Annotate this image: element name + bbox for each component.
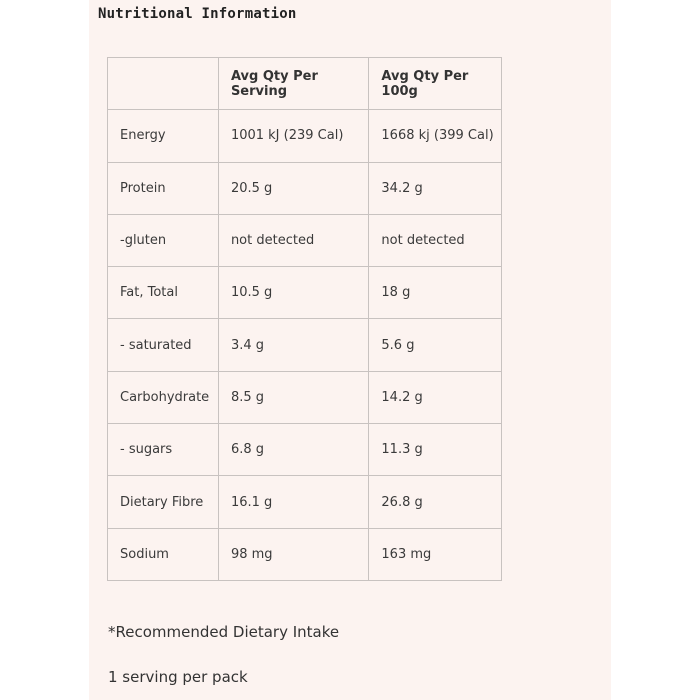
- header-cell-label: [108, 58, 219, 110]
- row-label: Sodium: [108, 528, 219, 580]
- row-per-serving: 10.5 g: [218, 267, 368, 319]
- table-row: [108, 267, 502, 319]
- row-per-100g: 5.6 g: [369, 319, 502, 371]
- row-per-100g: 34.2 g: [369, 162, 502, 214]
- row-per-100g: 163 mg: [369, 528, 502, 580]
- header-cell-per-100g: Avg Qty Per 100g: [369, 58, 502, 110]
- row-per-100g: 26.8 g: [369, 476, 502, 528]
- header-cell-per-serving: Avg Qty Per Serving: [218, 58, 368, 110]
- row-per-serving: not detected: [218, 214, 368, 266]
- nutrition-table: [107, 57, 502, 581]
- row-label: Dietary Fibre: [108, 476, 219, 528]
- rdi-footnote: *Recommended Dietary Intake: [108, 623, 340, 641]
- row-per-100g: 14.2 g: [369, 371, 502, 423]
- row-per-100g: not detected: [369, 214, 502, 266]
- row-per-serving: 8.5 g: [218, 371, 368, 423]
- row-label: Fat, Total: [108, 267, 219, 319]
- row-per-100g: 18 g: [369, 267, 502, 319]
- table-row: [108, 162, 502, 214]
- row-per-serving: 6.8 g: [218, 424, 368, 476]
- table-row: [108, 214, 502, 266]
- row-per-serving: 16.1 g: [218, 476, 368, 528]
- servings-note: 1 serving per pack: [108, 668, 248, 686]
- table-header-row: [108, 58, 502, 110]
- row-per-100g: 11.3 g: [369, 424, 502, 476]
- row-per-serving: 1001 kJ (239 Cal): [218, 110, 368, 162]
- row-label: Energy: [108, 110, 219, 162]
- row-per-100g: 1668 kj (399 Cal): [369, 110, 502, 162]
- row-per-serving: 20.5 g: [218, 162, 368, 214]
- row-label: Carbohydrate: [108, 371, 219, 423]
- table-row: [108, 476, 502, 528]
- table-row: [108, 424, 502, 476]
- table-row: [108, 110, 502, 162]
- row-label: - sugars: [108, 424, 219, 476]
- row-per-serving: 98 mg: [218, 528, 368, 580]
- row-label: Protein: [108, 162, 219, 214]
- table-row: [108, 528, 502, 580]
- row-label: -gluten: [108, 214, 219, 266]
- page-title: Nutritional Information: [98, 6, 297, 22]
- row-label: - saturated: [108, 319, 219, 371]
- table-row: [108, 371, 502, 423]
- table-row: [108, 319, 502, 371]
- row-per-serving: 3.4 g: [218, 319, 368, 371]
